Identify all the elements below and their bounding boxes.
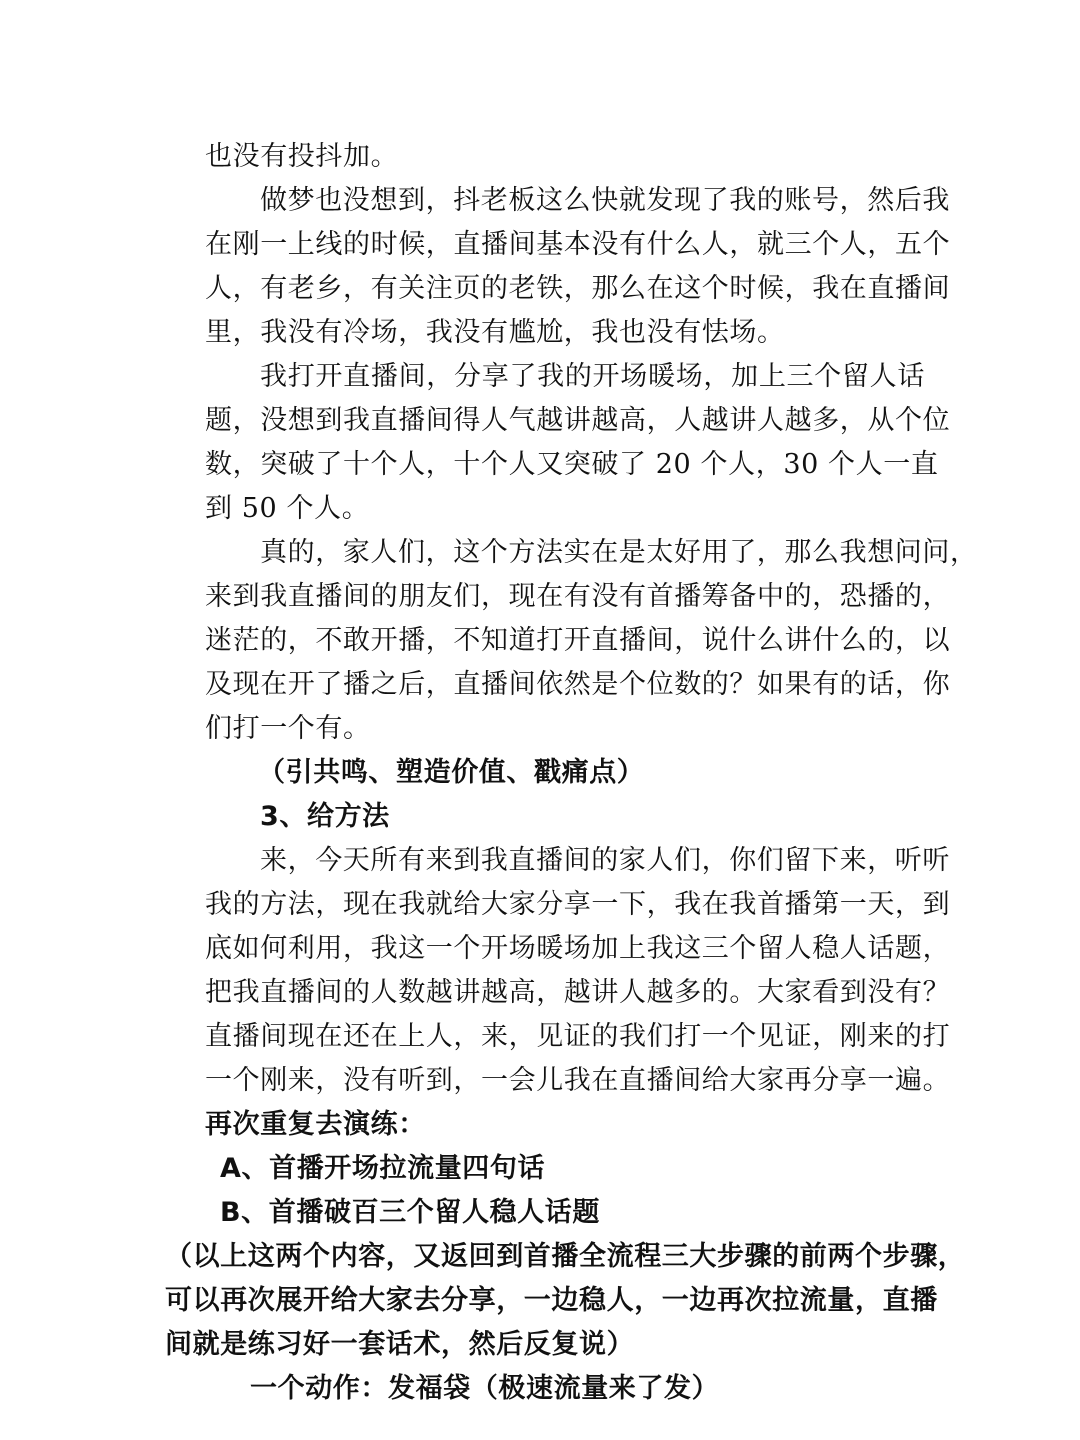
text-line-4: 人，有老乡，有关注页的老铁，那么在这个时候，我在直播间: [205, 273, 951, 304]
text-line-18: 我的方法，现在我就给大家分享一下，我在我首播第一天，到: [205, 889, 951, 920]
text-line-14: 们打一个有。: [205, 713, 371, 744]
practice-heading: 再次重复去演练：: [205, 1109, 426, 1140]
note-line-1: （以上这两个内容，又返回到首播全流程三大步骤的前两个步骤，: [165, 1241, 966, 1272]
text-line-3: 在刚一上线的时候，直播间基本没有什么人，就三个人，五个: [205, 229, 951, 260]
text-line-5: 里，我没有冷场，我没有尴尬，我也没有怯场。: [205, 317, 785, 348]
note-line-2: 可以再次展开给大家去分享，一边稳人，一边再次拉流量，直播: [165, 1285, 938, 1316]
text-line-6: 我打开直播间，分享了我的开场暖场，加上三个留人话: [260, 361, 925, 392]
text-line-10: 真的，家人们，这个方法实在是太好用了，那么我想问问，: [260, 537, 978, 568]
text-line-2: 做梦也没想到，抖老板这么快就发现了我的账号，然后我: [260, 185, 950, 216]
note-line-3: 间就是练习好一套话术，然后反复说）: [165, 1329, 635, 1360]
text-line-22: 一个刚来，没有听到，一会儿我在直播间给大家再分享一遍。: [205, 1065, 951, 1096]
text-line-19: 底如何利用，我这一个开场暖场加上我这三个留人稳人话题，: [205, 933, 951, 964]
text-line-1: 也没有投抖加。: [205, 141, 399, 172]
section-heading: 3、给方法: [260, 801, 390, 832]
text-line-20: 把我直播间的人数越讲越高，越讲人越多的。大家看到没有？: [205, 977, 951, 1008]
text-line-8: 数，突破了十个人，十个人又突破了 20 个人，30 个人一直: [205, 449, 939, 480]
text-line-9: 到 50 个人。: [205, 493, 370, 524]
practice-item-a: A、首播开场拉流量四句话: [220, 1153, 546, 1184]
text-line-7: 题，没想到我直播间得人气越讲越高，人越讲人越多，从个位: [205, 405, 951, 436]
text-line-13: 及现在开了播之后，直播间依然是个位数的？如果有的话，你: [205, 669, 951, 700]
action-line: 一个动作：发福袋（极速流量来了发）: [250, 1373, 720, 1404]
text-line-11: 来到我直播间的朋友们，现在有没有首播筹备中的，恐播的，: [205, 581, 951, 612]
text-line-21: 直播间现在还在上人，来，见证的我们打一个见证，刚来的打: [205, 1021, 951, 1052]
practice-item-b: B、首播破百三个留人稳人话题: [220, 1197, 600, 1228]
text-line-17: 来，今天所有来到我直播间的家人们，你们留下来，听听: [260, 845, 950, 876]
text-line-12: 迷茫的，不敢开播，不知道打开直播间，说什么讲什么的，以: [205, 625, 951, 656]
section-note: （引共鸣、塑造价值、戳痛点）: [258, 757, 645, 788]
